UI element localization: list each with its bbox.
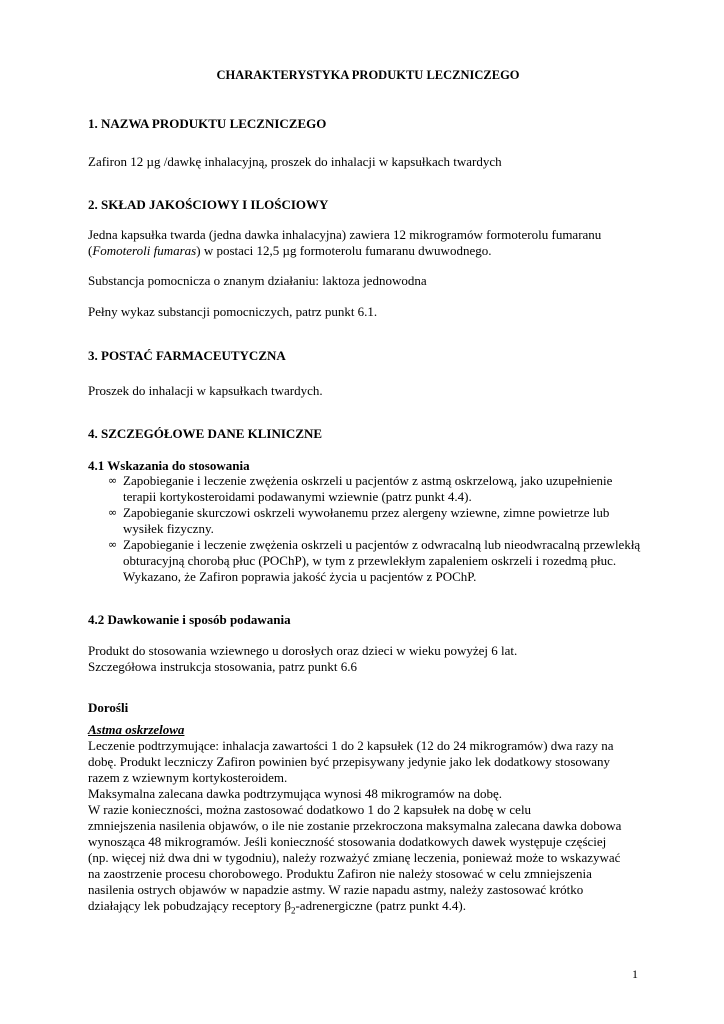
asthma-line: razem z wziewnym kortykosteroidem. — [88, 770, 288, 785]
section-4-2-heading: 4.2 Dawkowanie i sposób podawania — [88, 612, 291, 627]
asthma-line: (np. więcej niż dwa dni w tygodniu), należy rozważyć zmianę leczenia, ponieważ może to wskazywać — [88, 850, 621, 865]
asthma-line: na zaostrzenie procesu chorobowego. Produktu Zafiron nie należy stosować w celu zmniejszenia — [88, 866, 592, 881]
infinity-bullet-icon: ∞ — [108, 474, 118, 487]
composition-line-2: ) w postaci 12,5 µg formoterolu fumaranu dwuwodnego. — [196, 243, 492, 258]
asthma-line: Maksymalna zalecana dawka podtrzymująca wynosi 48 mikrogramów na dobę. — [88, 786, 503, 801]
asthma-line: Leczenie podtrzymujące: inhalacja zawartości 1 do 2 kapsułek (12 do 24 mikrogramów) dwa razy na — [88, 738, 614, 753]
indication-text: Zapobieganie i leczenie zwężenia oskrzeli u pacjentów z odwracalną lub nieodwracalną przewlekłą obturacyjną chorobą płuc (POChP), w tym z przewlekłym zapaleniem oskrzeli i rozedmą płuc. Wykazano, że Zafiron poprawia jakość życia u pacjentów z POChP. — [123, 537, 641, 584]
composition-line-1: Jedna kapsułka twarda (jedna dawka inhalacyjna) zawiera 12 mikrogramów formoterolu fumaranu — [88, 227, 602, 242]
asthma-paragraph — [88, 738, 648, 914]
adults-heading: Dorośli — [88, 700, 129, 715]
section-1-text: Zafiron 12 µg /dawkę inhalacyjną, proszek do inhalacji w kapsułkach twardych — [88, 154, 502, 169]
section-2-heading: 2. SKŁAD JAKOŚCIOWY I ILOŚCIOWY — [88, 197, 329, 212]
composition-latin-name: Fomoteroli fumaras — [92, 243, 197, 258]
list-item — [88, 505, 648, 537]
composition-paragraph — [88, 227, 648, 259]
section-1-heading: 1. NAZWA PRODUKTU LECZNICZEGO — [88, 116, 327, 131]
page-number: 1 — [632, 967, 638, 981]
section-3-heading: 3. POSTAĆ FARMACEUTYCZNA — [88, 348, 286, 363]
asthma-line: zmniejszenia nasilenia objawów, o ile nie zostanie przekroczona maksymalna zalecana dawka dobowa — [88, 818, 622, 833]
excipient-text: Substancja pomocnicza o znanym działaniu: laktoza jednowodna — [88, 273, 427, 288]
excipient-list-text: Pełny wykaz substancji pomocniczych, patrz punkt 6.1. — [88, 304, 378, 319]
document-title: CHARAKTERYSTYKA PRODUKTU LECZNICZEGO — [216, 68, 520, 82]
infinity-bullet-icon: ∞ — [108, 538, 118, 551]
infinity-bullet-icon: ∞ — [108, 506, 118, 519]
asthma-line-last: działający lek pobudzający receptory $\beta_2$-adrenergiczne (patrz punkt 4.4). — [88, 898, 466, 916]
asthma-line: W razie konieczności, można zastosować dodatkowo 1 do 2 kapsułek na dobę w celu — [88, 802, 532, 817]
asthma-line: dobę. Produkt leczniczy Zafiron powinien być przepisywany jedynie jako lek dodatkowy stosowany — [88, 754, 611, 769]
section-3-text: Proszek do inhalacji w kapsułkach twardych. — [88, 383, 323, 398]
list-item — [88, 537, 648, 585]
section-4-1-heading: 4.1 Wskazania do stosowania — [88, 458, 250, 473]
list-item — [88, 473, 648, 505]
dosage-line-2: Szczegółowa instrukcja stosowania, patrz punkt 6.6 — [88, 659, 357, 674]
asthma-line: nasilenia ostrych objawów w napadzie astmy. W razie napadu astmy, należy zastosować krótko — [88, 882, 584, 897]
dosage-line-1: Produkt do stosowania wziewnego u dorosłych oraz dzieci w wieku powyżej 6 lat. — [88, 643, 518, 658]
asthma-heading: Astma oskrzelowa — [88, 722, 185, 737]
indication-text: Zapobieganie i leczenie zwężenia oskrzeli u pacjentów z astmą oskrzelową, jako uzupełnienie terapii kortykosteroidami podawanymi wziewnie (patrz punkt 4.4). — [123, 473, 613, 504]
section-4-heading: 4. SZCZEGÓŁOWE DANE KLINICZNE — [88, 426, 323, 441]
indication-text: Zapobieganie skurczowi oskrzeli wywołanemu przez alergeny wziewne, zimne powietrze lub wysiłek fizyczny. — [123, 505, 610, 536]
asthma-line: wynosząca 48 mikrogramów. Jeśli konieczność stosowania dodatkowych dawek występuje częściej — [88, 834, 607, 849]
composition-paren: ( — [88, 243, 93, 258]
indications-list — [88, 473, 648, 585]
